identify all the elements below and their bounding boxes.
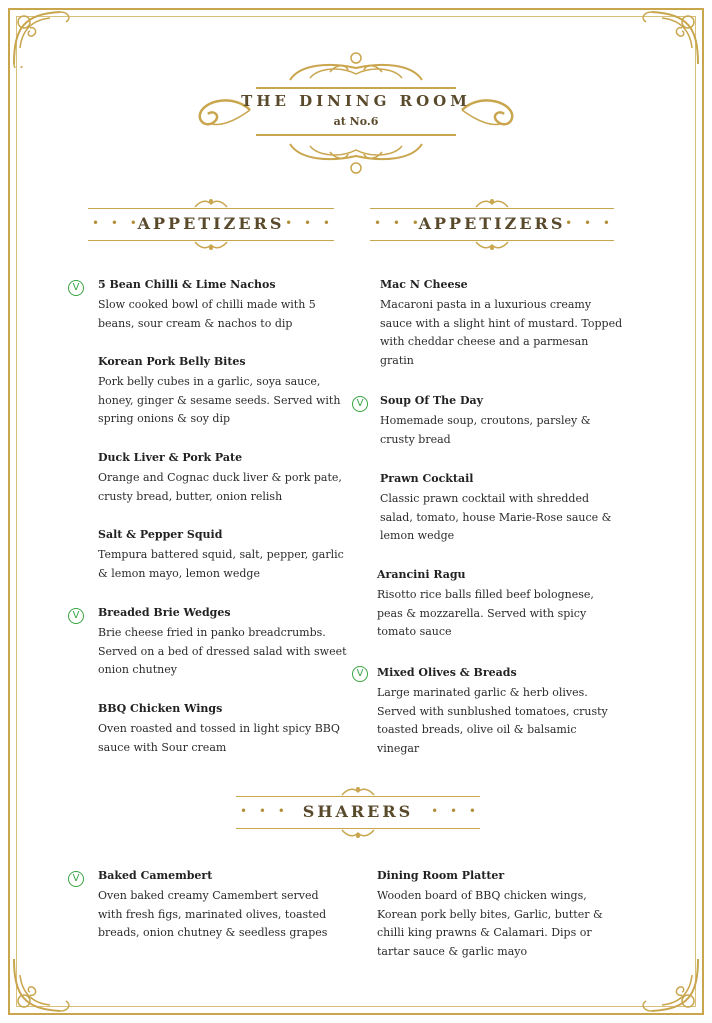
item-description: Brie cheese fried in panko breadcrumbs. Served on a bed of dressed salad with sweet onion chutney bbox=[98, 626, 347, 676]
header-ornament-icon bbox=[190, 44, 522, 184]
menu-item bbox=[380, 394, 625, 449]
vegetarian-icon: V bbox=[68, 608, 84, 624]
divider-ornament-icon bbox=[474, 241, 510, 251]
dots-left: • • • bbox=[92, 216, 141, 230]
item-description: Slow cooked bowl of chilli made with 5 beans, sour cream & nachos to dip bbox=[98, 298, 316, 330]
item-description: Wooden board of BBQ chicken wings, Korean pork belly bites, Garlic, butter & chilli king prawns & Calamari. Dips or tartar sauce & garlic mayo bbox=[377, 889, 603, 958]
section-head-appetizers-left bbox=[88, 196, 334, 252]
item-name: Korean Pork Belly Bites bbox=[98, 355, 246, 368]
divider-line bbox=[236, 796, 480, 797]
divider-line bbox=[88, 208, 334, 209]
item-name: Prawn Cocktail bbox=[380, 472, 474, 485]
item-name: 5 Bean Chilli & Lime Nachos bbox=[98, 278, 276, 291]
item-name: Mac N Cheese bbox=[380, 278, 468, 291]
item-description: Large marinated garlic & herb olives. Served with sunblushed tomatoes, crusty toasted breads, olive oil & balsamic vinegar bbox=[377, 686, 608, 755]
section-title: SHARERS bbox=[302, 802, 414, 821]
item-description: Oven baked creamy Camembert served with fresh figs, marinated olives, toasted breads, onion chutney & seedless grapes bbox=[98, 889, 328, 939]
item-name: Breaded Brie Wedges bbox=[98, 606, 231, 619]
menu-header bbox=[190, 44, 522, 184]
menu-item bbox=[98, 606, 348, 680]
corner-flourish-icon bbox=[632, 8, 702, 68]
item-name: Mixed Olives & Breads bbox=[377, 666, 517, 679]
dots-right: • • • bbox=[431, 804, 480, 818]
menu-item bbox=[98, 278, 348, 333]
dots-left: • • • bbox=[374, 216, 423, 230]
divider-ornament-icon bbox=[193, 241, 229, 251]
menu-item bbox=[380, 278, 625, 370]
section-title: APPETIZERS bbox=[137, 214, 285, 233]
section-title: APPETIZERS bbox=[418, 214, 566, 233]
divider-ornament-icon bbox=[193, 198, 229, 208]
menu-item bbox=[98, 702, 348, 757]
menu-item bbox=[98, 528, 348, 583]
vegetarian-icon: V bbox=[352, 396, 368, 412]
item-description: Tempura battered squid, salt, pepper, garlic & lemon mayo, lemon wedge bbox=[98, 548, 344, 580]
item-description: Risotto rice balls filled beef bolognese, peas & mozzarella. Served with spicy tomato sauce bbox=[377, 588, 594, 638]
divider-ornament-icon bbox=[340, 829, 376, 839]
menu-item bbox=[98, 355, 348, 429]
menu-item bbox=[380, 472, 625, 546]
item-description: Pork belly cubes in a garlic, soya sauce, honey, ginger & sesame seeds. Served with spring onions & soy dip bbox=[98, 375, 341, 425]
item-description: Orange and Cognac duck liver & pork pate, crusty bread, butter, onion relish bbox=[98, 471, 342, 503]
item-name: Duck Liver & Pork Pate bbox=[98, 451, 243, 464]
item-description: Classic prawn cocktail with shredded salad, tomato, house Marie-Rose sauce & lemon wedge bbox=[380, 492, 612, 542]
menu-item bbox=[98, 869, 338, 943]
restaurant-title: THE DINING ROOM bbox=[241, 92, 471, 110]
item-description: Oven roasted and tossed in light spicy BBQ sauce with Sour cream bbox=[98, 722, 340, 754]
item-name: Dining Room Platter bbox=[377, 869, 505, 882]
menu-item bbox=[98, 451, 348, 506]
corner-flourish-icon bbox=[632, 955, 702, 1015]
divider-line bbox=[370, 208, 614, 209]
item-name: Arancini Ragu bbox=[377, 568, 466, 581]
item-name: BBQ Chicken Wings bbox=[98, 702, 223, 715]
dots-right: • • • bbox=[285, 216, 334, 230]
item-name: Baked Camembert bbox=[98, 869, 213, 882]
item-name: Soup Of The Day bbox=[380, 394, 484, 407]
section-head-appetizers-right bbox=[370, 196, 614, 252]
dots-right: • • • bbox=[565, 216, 614, 230]
corner-flourish-icon bbox=[10, 8, 80, 68]
corner-flourish-icon bbox=[10, 955, 80, 1015]
dots-left: • • • bbox=[240, 804, 289, 818]
divider-ornament-icon bbox=[340, 786, 376, 796]
item-description: Homemade soup, croutons, parsley & crusty bread bbox=[380, 414, 591, 446]
vegetarian-icon: V bbox=[68, 280, 84, 296]
item-name: Salt & Pepper Squid bbox=[98, 528, 223, 541]
vegetarian-icon: V bbox=[68, 871, 84, 887]
section-head-sharers bbox=[236, 784, 480, 840]
item-description: Macaroni pasta in a luxurious creamy sauce with a slight hint of mustard. Topped with cheddar cheese and a parmesan gratin bbox=[380, 298, 623, 367]
menu-item bbox=[377, 869, 622, 961]
menu-item bbox=[377, 568, 622, 642]
restaurant-subtitle: at No.6 bbox=[333, 115, 379, 128]
divider-ornament-icon bbox=[474, 198, 510, 208]
vegetarian-icon: V bbox=[352, 666, 368, 682]
menu-item bbox=[377, 666, 622, 758]
